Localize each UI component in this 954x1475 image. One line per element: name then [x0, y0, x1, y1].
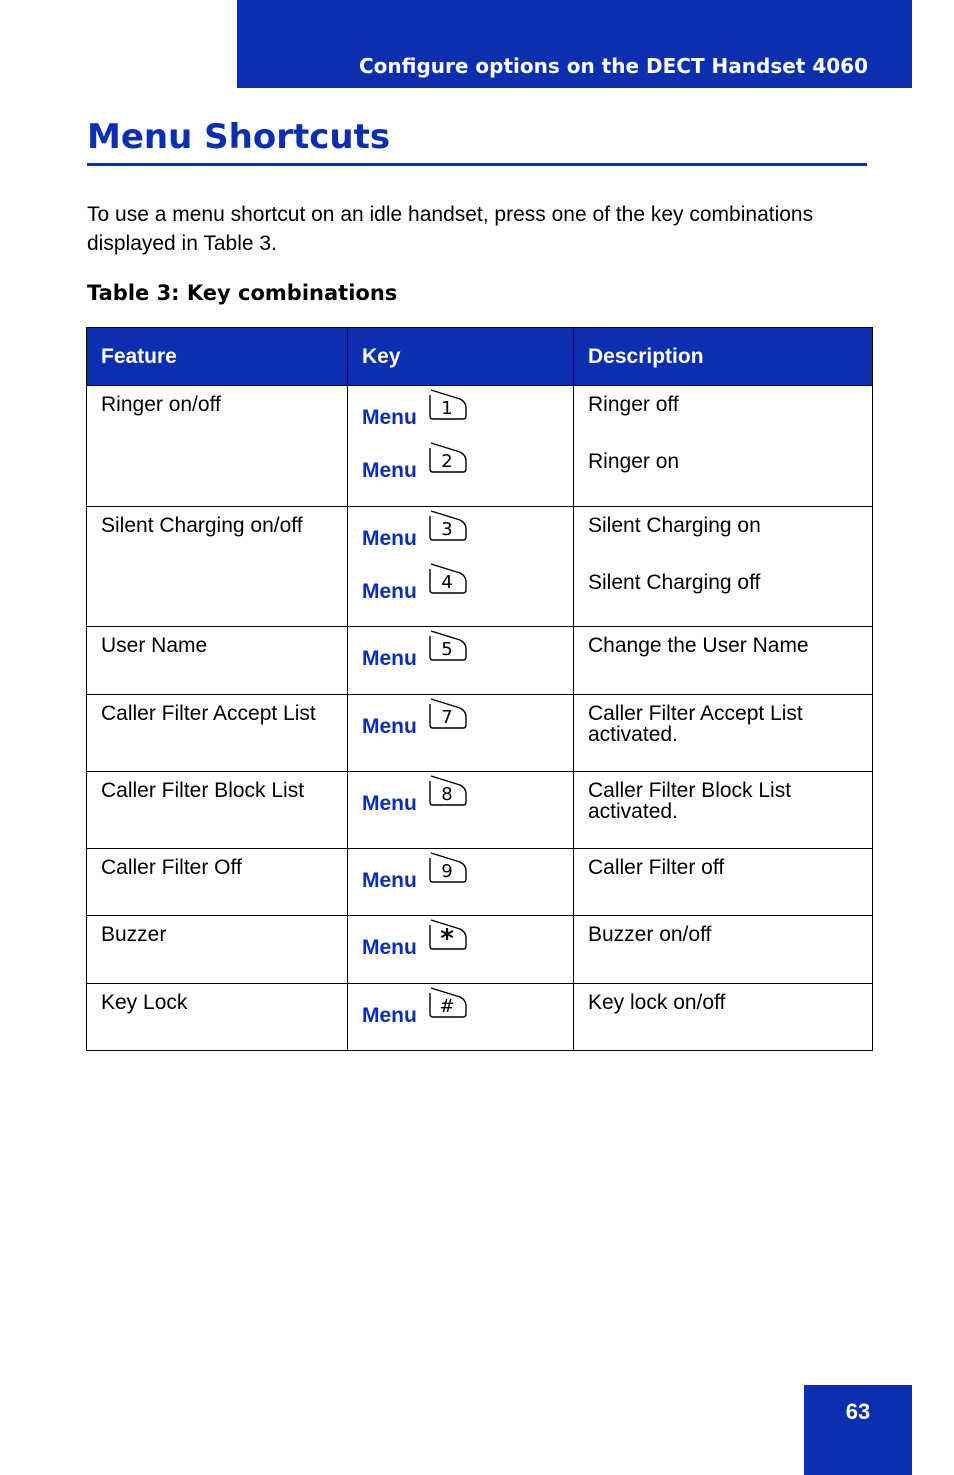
- keypad-key-icon: [427, 851, 473, 885]
- key-cell: [348, 772, 574, 849]
- description-cell: [574, 386, 873, 507]
- description-text: Ringer on: [588, 450, 680, 473]
- key-digit: 1: [441, 398, 453, 419]
- key-cell: [348, 849, 574, 916]
- description-text: Silent Charging off: [588, 571, 761, 594]
- menu-key-label: Menu: [362, 792, 417, 815]
- keypad-key-icon: [427, 629, 473, 663]
- menu-key-label: Menu: [362, 936, 417, 959]
- key-combination: [362, 639, 559, 670]
- table-row: [87, 916, 873, 984]
- menu-key-label: Menu: [362, 715, 417, 738]
- key-digit: 9: [441, 861, 453, 882]
- description-text: Ringer off: [588, 393, 679, 416]
- feature-cell: [87, 627, 348, 695]
- key-combination: [362, 707, 559, 738]
- description-cell: [574, 627, 873, 695]
- description-text: Silent Charging on: [588, 514, 761, 537]
- column-header-key: Key: [348, 328, 574, 386]
- description-cell: [574, 695, 873, 772]
- page-title: Menu Shortcuts: [87, 117, 391, 157]
- menu-key-label: Menu: [362, 580, 417, 603]
- intro-paragraph: To use a menu shortcut on an idle handset, press one of the key combinations displayed in Table 3.: [87, 203, 814, 255]
- feature-cell: [87, 916, 348, 984]
- description-text: Caller Filter Block List activated.: [588, 779, 792, 823]
- table-row: [87, 772, 873, 849]
- keypad-key-icon: [427, 509, 473, 543]
- key-combination: [362, 924, 559, 959]
- header-title: Configure options on the DECT Handset 4060: [358, 54, 868, 78]
- table-row: [87, 984, 873, 1051]
- key-cell: [348, 627, 574, 695]
- key-cell: [348, 695, 574, 772]
- key-combination: [362, 451, 559, 482]
- key-combination: [362, 784, 559, 815]
- title-divider: [87, 163, 867, 166]
- feature-text: Caller Filter Off: [101, 856, 242, 879]
- feature-cell: [87, 984, 348, 1051]
- feature-text: Caller Filter Block List: [101, 779, 305, 802]
- table-row: [87, 386, 873, 507]
- key-digit: 7: [441, 707, 453, 728]
- key-digit: #: [439, 996, 455, 1017]
- header-bar: [237, 0, 912, 88]
- feature-text: Caller Filter Accept List: [101, 702, 316, 725]
- description-cell: [574, 507, 873, 627]
- key-combination: [362, 572, 559, 603]
- feature-text: Buzzer: [101, 923, 167, 946]
- page-number-box: [804, 1385, 912, 1475]
- feature-cell: [87, 695, 348, 772]
- feature-cell: [87, 507, 348, 627]
- key-digit: 2: [441, 451, 453, 472]
- key-digit: 5: [441, 639, 453, 660]
- feature-text: User Name: [101, 634, 208, 657]
- menu-key-label: Menu: [362, 527, 417, 550]
- key-combinations-table: [86, 327, 873, 1051]
- menu-key-label: Menu: [362, 869, 417, 892]
- description-cell: [574, 984, 873, 1051]
- key-combination: [362, 519, 559, 550]
- keypad-key-icon: [427, 697, 473, 731]
- key-digit: 4: [441, 572, 453, 593]
- keypad-key-icon: [427, 562, 473, 596]
- description-cell: [574, 849, 873, 916]
- description-text: Caller Filter Accept List activated.: [588, 702, 803, 746]
- keypad-key-icon: [427, 441, 473, 475]
- key-combination: [362, 398, 559, 429]
- page-number: 63: [845, 1399, 871, 1424]
- table-row: [87, 627, 873, 695]
- table-row: [87, 507, 873, 627]
- column-header-description: Description: [574, 328, 873, 386]
- key-digit: 3: [441, 519, 453, 540]
- feature-cell: [87, 772, 348, 849]
- table-row: [87, 695, 873, 772]
- menu-key-label: Menu: [362, 459, 417, 482]
- key-digit: 8: [441, 784, 453, 805]
- feature-cell: [87, 849, 348, 916]
- key-digit: *: [440, 924, 454, 952]
- menu-key-label: Menu: [362, 1004, 417, 1027]
- keypad-key-icon: [427, 388, 473, 422]
- feature-text: Key Lock: [101, 991, 188, 1014]
- menu-key-label: Menu: [362, 406, 417, 429]
- feature-cell: [87, 386, 348, 507]
- key-cell: [348, 386, 574, 507]
- keypad-key-icon: [427, 774, 473, 808]
- keypad-key-icon: [427, 986, 473, 1020]
- table-caption: Table 3: Key combinations: [87, 281, 398, 305]
- key-combination: [362, 861, 559, 892]
- menu-key-label: Menu: [362, 647, 417, 670]
- table-header-row: [87, 328, 873, 386]
- feature-text: Silent Charging on/off: [101, 514, 303, 537]
- key-cell: [348, 507, 574, 627]
- key-cell: [348, 984, 574, 1051]
- description-text: Change the User Name: [588, 634, 809, 657]
- description-text: Buzzer on/off: [588, 923, 712, 946]
- keypad-key-icon: [427, 918, 473, 952]
- description-text: Key lock on/off: [588, 991, 726, 1014]
- description-cell: [574, 772, 873, 849]
- column-header-feature: Feature: [87, 328, 348, 386]
- description-text: Caller Filter off: [588, 856, 725, 879]
- description-cell: [574, 916, 873, 984]
- key-combination: [362, 996, 559, 1027]
- feature-text: Ringer on/off: [101, 393, 221, 416]
- table-row: [87, 849, 873, 916]
- key-cell: [348, 916, 574, 984]
